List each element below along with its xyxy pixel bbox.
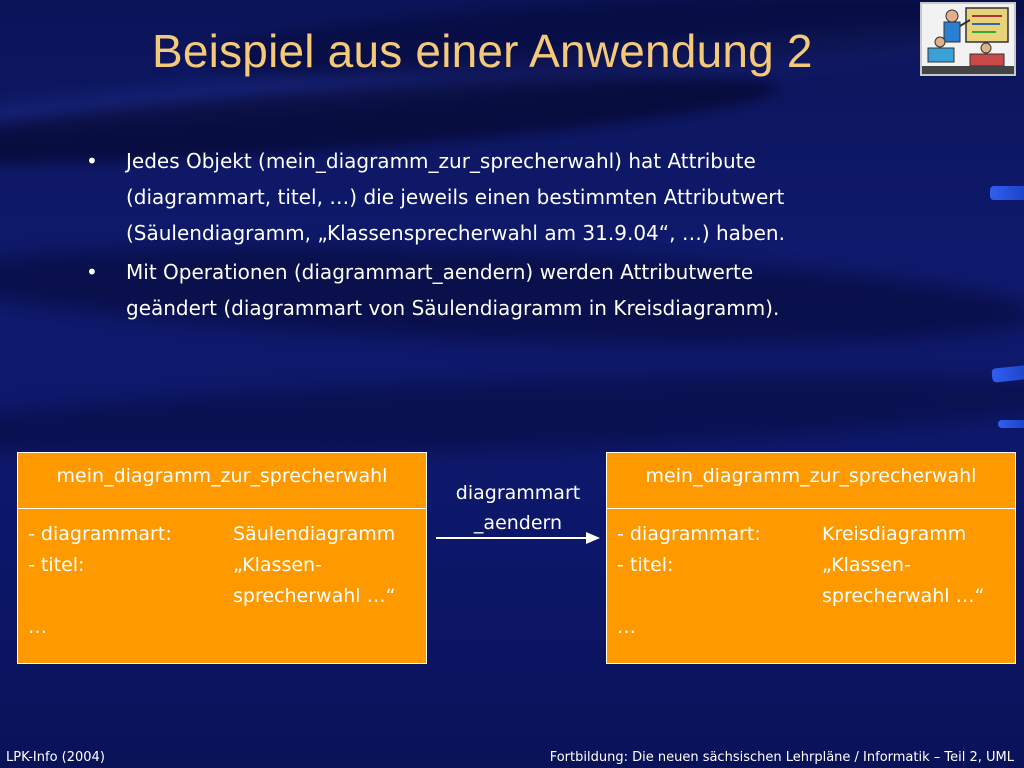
classroom-clipart-icon [920, 2, 1016, 76]
bullet-line: Jedes Objekt (mein_diagramm_zur_sprecherwahl) hat Attribute [126, 149, 756, 173]
attribute-name: - titel: [617, 554, 674, 576]
decorative-side-bar [998, 420, 1024, 428]
decorative-side-bar [990, 186, 1024, 200]
bullet-item [86, 143, 946, 251]
bullet-line: (diagrammart, titel, …) die jeweils einen bestimmten Attributwert [126, 185, 785, 209]
object-name: mein_diagramm_zur_sprecherwahl [18, 453, 426, 509]
attribute-name: … [28, 616, 47, 638]
attribute-name: … [617, 616, 636, 638]
attribute-name: - diagrammart: [28, 523, 172, 545]
attribute-row [28, 612, 426, 643]
attribute-row [617, 612, 1015, 643]
operation-label-line: diagrammart [455, 482, 581, 504]
decorative-side-bar [991, 365, 1024, 382]
bullet-marker: • [86, 149, 98, 173]
attribute-row [617, 519, 1015, 550]
attribute-value: Kreisdiagramm [822, 523, 967, 545]
attribute-name: - titel: [28, 554, 85, 576]
arrow-right-icon [436, 528, 602, 548]
bullet-marker: • [86, 260, 98, 284]
footer-left: LPK-Info (2004) [6, 750, 105, 765]
attribute-name: - diagrammart: [617, 523, 761, 545]
bullet-list [86, 143, 946, 329]
bullet-line: geändert (diagrammart von Säulendiagramm in Kreisdiagramm). [126, 296, 780, 320]
attribute-row [617, 581, 1015, 612]
attribute-value: „Klassen- [822, 554, 911, 576]
attribute-value: „Klassen- [233, 554, 322, 576]
slide-title: Beispiel aus einer Anwendung 2 [152, 25, 813, 77]
object-attributes [18, 509, 426, 643]
attribute-row [617, 550, 1015, 581]
attribute-row [28, 519, 426, 550]
bullet-line: (Säulendiagramm, „Klassensprecherwahl am 31.9.04“, …) haben. [126, 221, 785, 245]
attribute-value: Säulendiagramm [233, 523, 396, 545]
operation-label-line: _aendern [473, 512, 563, 534]
attribute-row [28, 550, 426, 581]
attribute-value: sprecherwahl …“ [822, 585, 985, 607]
attribute-value: sprecherwahl …“ [233, 585, 396, 607]
bullet-item [86, 254, 946, 326]
object-attributes [607, 509, 1015, 643]
object-box-before [17, 452, 427, 664]
object-box-after [606, 452, 1016, 664]
bullet-line: Mit Operationen (diagrammart_aendern) werden Attributwerte [126, 260, 754, 284]
attribute-row [28, 581, 426, 612]
footer-right: Fortbildung: Die neuen sächsischen Lehrpläne / Informatik – Teil 2, UML [549, 750, 1014, 765]
object-name: mein_diagramm_zur_sprecherwahl [607, 453, 1015, 509]
